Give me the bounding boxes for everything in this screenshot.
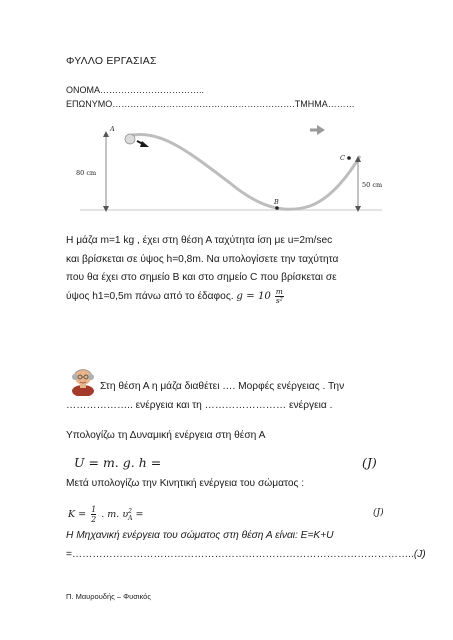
point-b: [275, 206, 279, 210]
kinetic-half-fraction: [91, 505, 96, 524]
kinetic-frac-numerator: 1: [91, 505, 97, 514]
kinetic-eq-end: =: [135, 509, 144, 520]
ball: [125, 134, 135, 144]
right-height-label: 50 cm: [362, 181, 383, 189]
footer-author: Π. Μαυρουδής – Φυσικός: [66, 592, 151, 601]
point-a-label: A: [110, 125, 115, 133]
point-c: [347, 156, 351, 160]
problem-line-3: που θα έχει στο σημείο Β και στο σημείο C που βρίσκεται σε: [66, 272, 337, 283]
gravity-unit-numerator: m: [275, 286, 283, 296]
gravity-unit-denominator: s²: [275, 295, 283, 305]
track-figure: [70, 118, 386, 218]
left-height-label: 80 cm: [76, 169, 97, 177]
kinetic-frac-denominator: 2: [91, 515, 97, 524]
kinetic-eq-rhs: . m. υ: [101, 509, 129, 520]
potential-energy-intro: Υπολογίζω τη Δυναμική ενέργεια στη θέση Α: [66, 430, 266, 441]
right-marker-arrow-bottom: [355, 206, 361, 212]
mechanical-dotted-line: =………………………………………………………………………………………..: [66, 549, 414, 560]
problem-line-2: και βρίσκεται σε ύψος h=0,8m. Να υπολογίσετε την ταχύτητα: [66, 253, 339, 265]
mechanical-energy-unit: (J): [413, 549, 426, 560]
kinetic-superscript: 2: [128, 507, 132, 515]
potential-energy-equation: U = m. g. h =: [74, 455, 162, 470]
track-curve: [128, 134, 360, 209]
gravity-expression: g = 10: [236, 290, 271, 302]
velocity-arrow-head: [140, 141, 149, 147]
surname-class-line: ΕΠΩΝΥΜΟ…………………………………………………….ΤΜΗΜΑ………: [66, 99, 355, 109]
teacher-avatar-icon: [68, 364, 98, 396]
problem-line-4-text: ύψος h1=0,5m πάνω από το έδαφος.: [66, 290, 234, 302]
motion-arrow-head: [317, 125, 325, 135]
problem-line-4: [66, 288, 396, 307]
energy-forms-line-2: ……………….. ενέργεια και τη …………………… ενέργεια .: [66, 400, 333, 411]
left-marker-arrow-top: [103, 131, 109, 137]
kinetic-energy-intro: Μετά υπολογίζω την Κινητική ενέργεια του σώματος :: [66, 478, 305, 489]
kinetic-eq-lhs: K =: [68, 509, 87, 520]
mechanical-energy-intro: Η Μηχανική ενέργεια του σώματος στη θέση Α είναι: E=K+U: [66, 530, 334, 541]
point-b-label: B: [274, 198, 279, 206]
point-c-label: C: [340, 154, 345, 162]
page-title: ΦΥΛΛΟ ΕΡΓΑΣΙΑΣ: [66, 55, 157, 67]
left-marker-arrow-bottom: [103, 206, 109, 212]
name-line: ΟΝΟΜΑ……………………………..: [66, 85, 205, 95]
kinetic-energy-unit: (J): [373, 508, 384, 518]
problem-statement: [66, 232, 396, 306]
energy-forms-line: Στη θέση Α η μάζα διαθέτει …. Μορφές ενέργειας . Την: [100, 381, 345, 392]
problem-line-1: Η μάζα m=1 kg , έχει στη θέση Α ταχύτητα ίση με u=2m/sec: [66, 235, 333, 246]
mechanical-energy-answer-line: [66, 549, 426, 560]
gravity-unit-fraction: [275, 288, 284, 305]
kinetic-energy-equation: [68, 505, 143, 524]
kinetic-subscript: A: [128, 514, 133, 522]
potential-energy-unit: (J): [362, 455, 377, 470]
